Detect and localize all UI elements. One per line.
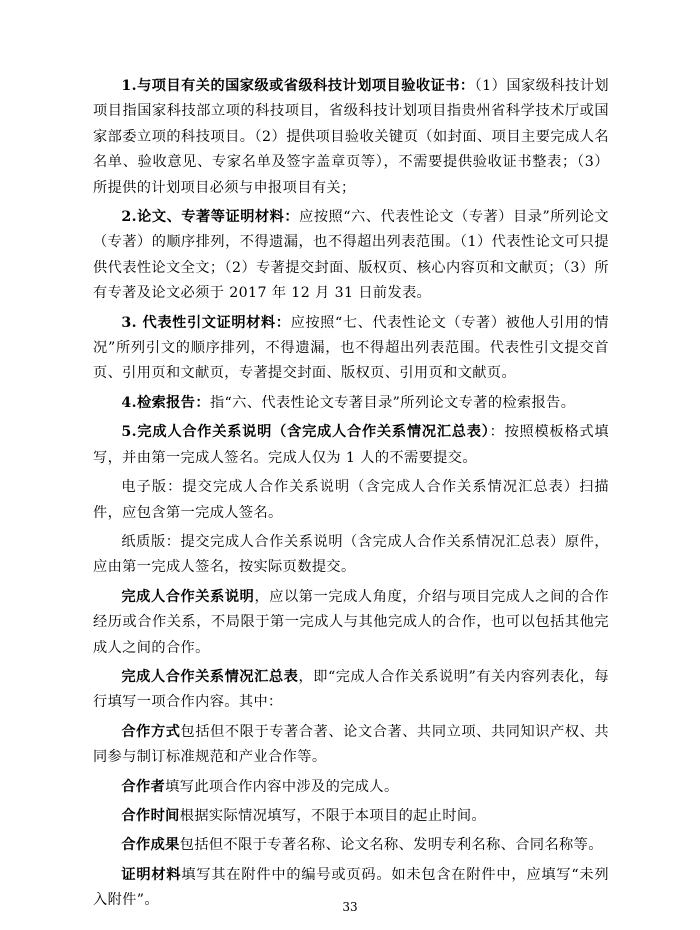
paragraph-5-heading: 5.完成人合作关系说明（含完成人合作关系情况汇总表）: [121, 424, 490, 441]
paragraph-2: [93, 205, 609, 307]
paragraph-3: [93, 311, 609, 387]
paragraph-10-text: 包括但不限于专著合著、论文合著、共同立项、共同知识产权、共同参与制订标准规范和产业合作等。: [93, 723, 609, 766]
paragraph-5: [93, 420, 609, 471]
paragraph-9-text: ，即“完成人合作关系说明”有关内容列表化，每行填写一项合作内容。其中：: [93, 668, 609, 711]
paragraph-4-heading: 4.检索报告：: [121, 394, 210, 411]
paragraph-8: [93, 585, 609, 661]
paragraph-14-heading: 证明材料: [121, 866, 182, 883]
paragraph-6-text: 电子版：提交完成人合作关系说明（含完成人合作关系情况汇总表）扫描件，应包含第一完成人签名。: [93, 479, 609, 521]
paragraph-2-text: 应按照“六、代表性论文（专著）目录”所列论文（专著）的顺序排列，不得遗漏，也不得超出列表范围。（1）代表性论文可只提供代表性论文全文；（2）专著提交封面、版权页、核心内容页和文献页；（3）所有专著及论文必须于 2017 年 12 月 31 日前发表。: [93, 209, 609, 302]
paragraph-4-text: 指“六、代表性论文专著目录”所列论文专著的检索报告。: [209, 394, 576, 411]
paragraph-12-heading: 合作时间: [121, 807, 180, 824]
paragraph-13-text: 包括但不限于专著名称、论文名称、发明专利名称、合同名称等。: [179, 837, 603, 854]
paragraph-13-heading: 合作成果: [121, 837, 180, 854]
paragraph-6: [93, 475, 609, 526]
paragraph-4: [93, 391, 609, 416]
paragraph-9-heading: 完成人合作关系情况汇总表: [121, 668, 299, 685]
paragraph-10-heading: 合作方式: [121, 723, 181, 740]
paragraph-10: [93, 720, 609, 771]
paragraph-8-heading: 完成人合作关系说明: [121, 588, 255, 605]
paragraph-2-heading: 2.论文、专著等证明材料：: [121, 209, 300, 226]
paragraph-1: [93, 74, 609, 201]
paragraph-12-text: 根据实际情况填写，不限于本项目的起止时间。: [179, 807, 487, 824]
paragraph-7: [93, 530, 609, 581]
paragraph-12: [93, 804, 609, 829]
paragraph-11: [93, 775, 609, 800]
paragraph-3-text: 应按照“七、代表性论文（专著）被他人引用的情况”所列引文的顺序排列，不得遗漏，也不得超出列表范围。代表性引文提交首页、引用页和文献页，专著提交封面、版权页、引用页和文献页。: [93, 314, 610, 382]
paragraph-14-text: 填写其在附件中的编号或页码。如未包含在附件中，应填写“未列入附件”。: [93, 866, 609, 909]
paragraph-5-text: ：按照模板格式填写，并由第一完成人签名。完成人仅为 1 人的不需要提交。: [93, 424, 609, 466]
paragraph-1-heading: 1.与项目有关的国家级或省级科技计划项目验收证书：: [121, 78, 475, 94]
paragraph-8-text: ，应以第一完成人角度，介绍与项目完成人之间的合作经历或合作关系，不局限于第一完成人与其他完成人的合作，也可以包括其他完成人之间的合作。: [93, 588, 609, 656]
paragraph-11-heading: 合作者: [121, 778, 166, 795]
paragraph-1-text: （1）国家级科技计划项目指国家科技部立项的科技项目，省级科技计划项目指贵州省科学技术厅或国家部委立项的科技项目。（2）提供项目验收关键页（如封面、项目主要完成人名名单、验收意见、专家名单及签字盖章页等），不需要提供验收证书整表；（3）所提供的计划项目必须与申报项目有关；: [93, 78, 609, 196]
paragraph-7-text: 纸质版：提交完成人合作关系说明（含完成人合作关系情况汇总表）原件，应由第一完成人签名，按实际页数提交。: [93, 533, 609, 576]
paragraph-3-heading: 3. 代表性引文证明材料：: [121, 314, 291, 331]
page-number: 33: [342, 900, 358, 914]
paragraph-11-text: 填写此项合作内容中涉及的完成人。: [165, 778, 399, 795]
paragraph-9: [93, 665, 609, 716]
paragraph-13: [93, 833, 609, 858]
